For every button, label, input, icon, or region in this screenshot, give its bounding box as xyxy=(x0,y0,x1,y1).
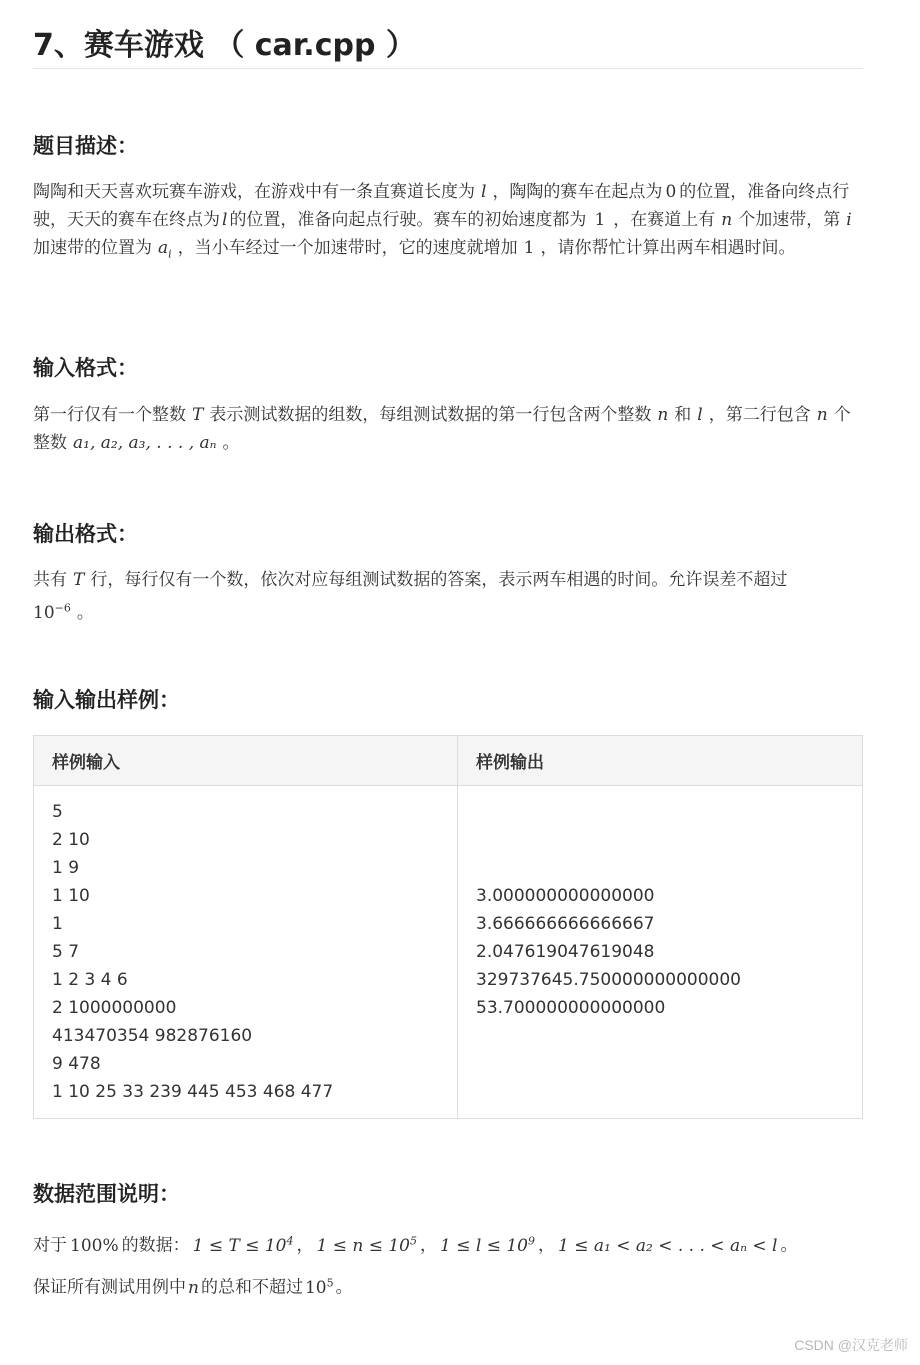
sample-input-line: 1 xyxy=(52,914,63,934)
sample-input-line: 2 10 xyxy=(52,830,90,850)
sample-output-line: 3.000000000000000 xyxy=(476,886,655,906)
heading-samples: 输入输出样例： xyxy=(33,688,180,712)
sample-input-line: 1 2 3 4 6 xyxy=(52,970,128,990)
constraints-line-1: 对于 100% 的数据： $1 \le T \le 10^4$ ， $1 \le n \le 10^5$ ， $1 \le l \le 10^9$ ， 1 ≤ a₁ < a₂ < . . . < aₙ < l 。 xyxy=(33,1234,798,1256)
sample-output-cell xyxy=(458,786,863,1119)
page-title: 7、赛车游戏 （ car.cpp ） xyxy=(33,26,863,69)
sample-table-row xyxy=(34,786,863,1119)
sample-output-line xyxy=(476,854,844,882)
sample-input-cell xyxy=(34,786,458,1119)
sample-input-line: 5 7 xyxy=(52,942,80,962)
heading-input-format: 输入格式： xyxy=(33,356,138,380)
sample-output-line: 53.700000000000000 xyxy=(476,998,666,1018)
sample-input-line: 9 478 xyxy=(52,1054,101,1074)
input-format-text: 第一行仅有一个整数 T 表示测试数据的组数，每组测试数据的第一行包含两个整数 n 和 l ，第二行包含 n 个整数 a₁, a₂, a₃, . . . , aₙ 。 xyxy=(33,405,851,453)
constraints-line-2: 保证所有测试用例中 n 的总和不超过 $10^5$ 。 xyxy=(33,1276,353,1298)
sample-output-line: 3.666666666666667 xyxy=(476,914,655,934)
sample-input-line: 1 10 xyxy=(52,886,90,906)
sample-table xyxy=(33,735,863,1119)
column-header-output: 样例输出 xyxy=(458,736,863,786)
sample-input-line: 1 9 xyxy=(52,858,80,878)
sample-output-line: 329737645.750000000000000 xyxy=(476,970,741,990)
heading-output-format: 输出格式： xyxy=(33,522,138,546)
sample-input-line: 413470354 982876160 xyxy=(52,1026,253,1046)
sample-output-line xyxy=(476,826,844,854)
sample-output-line: 2.047619047619048 xyxy=(476,942,655,962)
csdn-watermark: CSDN @汉克老师 xyxy=(794,1337,908,1353)
sample-input-line: 1 10 25 33 239 445 453 468 477 xyxy=(52,1082,334,1102)
output-format-text: 共有 T 行，每行仅有一个数，依次对应每组测试数据的答案，表示两车相遇的时间。允许误差不超过 $10^{-6}$ 。 xyxy=(33,570,788,623)
heading-description: 题目描述： xyxy=(33,134,138,158)
sample-output-line xyxy=(476,798,844,826)
sample-input-line: 5 xyxy=(52,802,63,822)
description-text: 陶陶和天天喜欢玩赛车游戏，在游戏中有一条直赛道长度为 l ，陶陶的赛车在起点为 0 的位置，准备向终点行驶，天天的赛车在终点为 l 的位置，准备向起点行驶。赛车的初始速度都为 1 ，在赛道上有 n 个加速带，第 i加速带的位置为 $a_i$ ，当小车经过一个加速带时，它的速度就增加 1 ，请你帮忙计算出两车相遇时间。 xyxy=(33,182,852,261)
sample-table-header xyxy=(34,736,863,786)
column-header-input: 样例输入 xyxy=(34,736,458,786)
sample-input-line: 2 1000000000 xyxy=(52,998,177,1018)
heading-constraints: 数据范围说明： xyxy=(33,1182,180,1206)
